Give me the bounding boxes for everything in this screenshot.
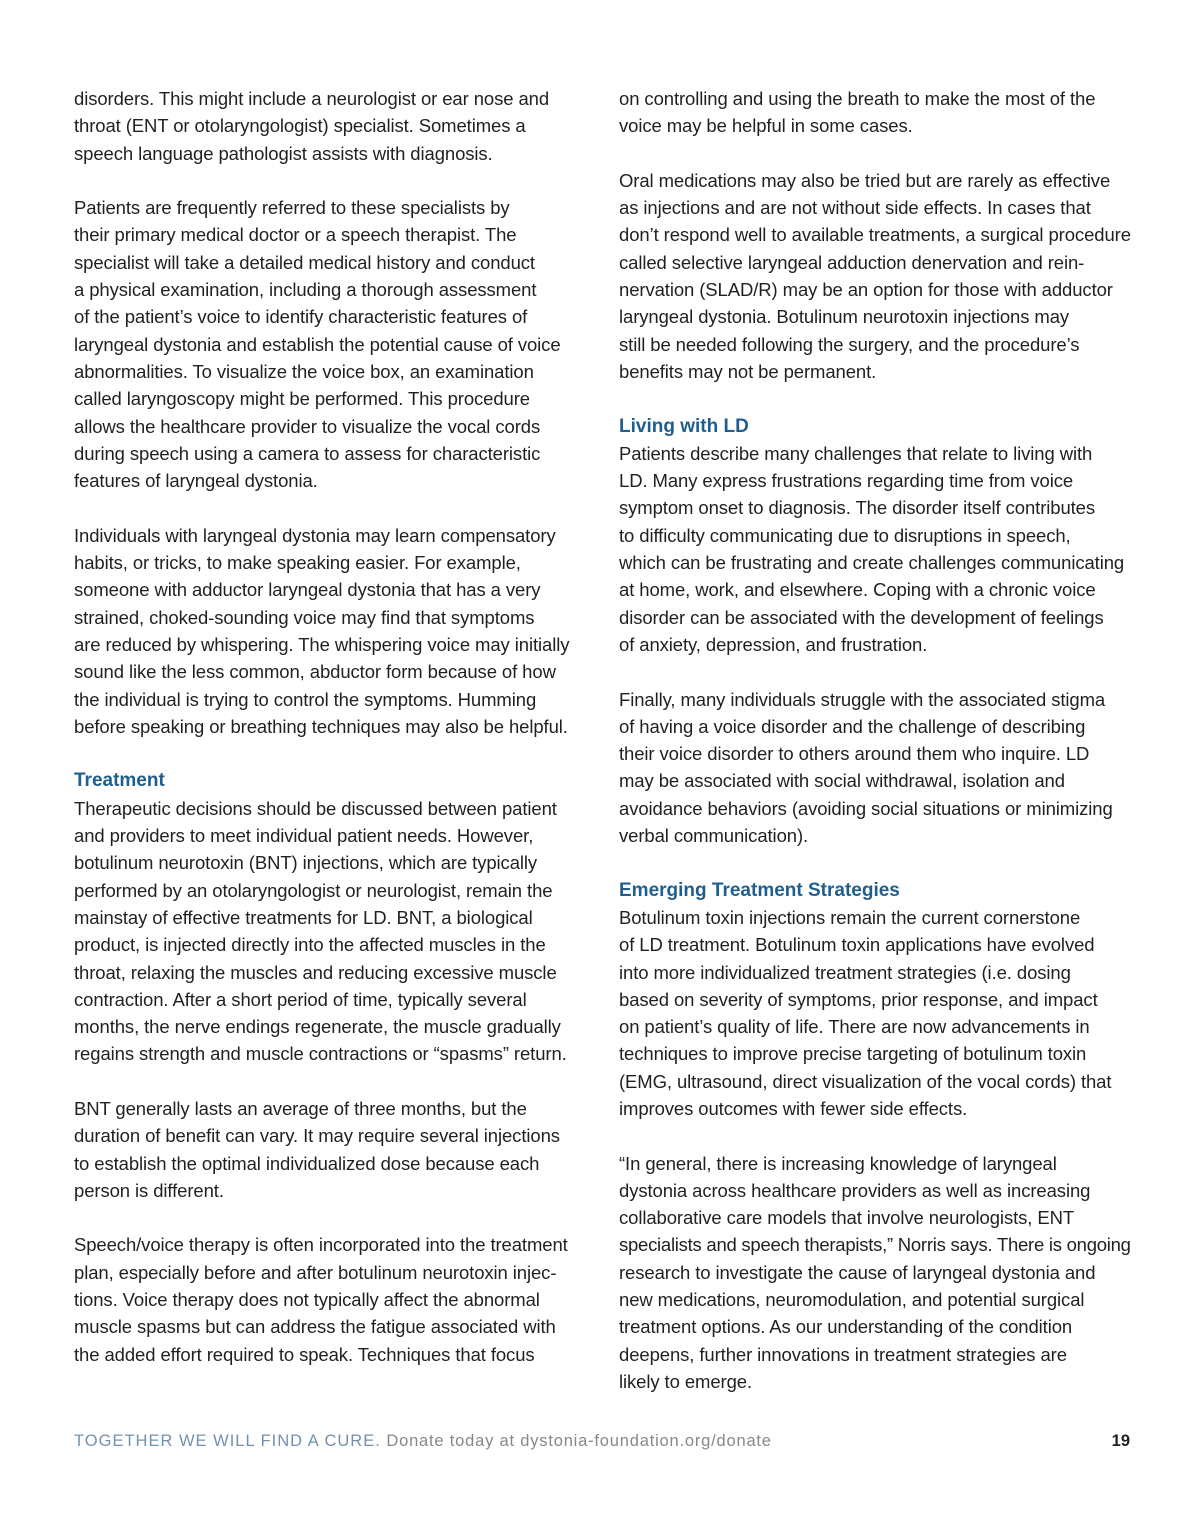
paragraph-break: [74, 1204, 586, 1231]
body-text-line: disorder can be associated with the development of feelings: [619, 606, 1104, 628]
body-text-line: their voice disorder to others around them who inquire. LD: [619, 743, 1090, 765]
body-text-line: strained, choked-sounding voice may find that symptoms: [74, 606, 535, 628]
body-text-line: botulinum neurotoxin (BNT) injections, which are typically: [74, 852, 538, 874]
body-text-line: Therapeutic decisions should be discussed between patient: [74, 797, 557, 819]
body-text-line: mainstay of effective treatments for LD. BNT, a biological: [74, 906, 533, 928]
body-text-line: dystonia across healthcare providers as well as increasing: [619, 1179, 1091, 1201]
body-text-line: a physical examination, including a thorough assessment: [74, 279, 537, 301]
body-text-line: called laryngoscopy might be performed. This procedure: [74, 388, 530, 410]
body-text-line: person is different.: [74, 1179, 224, 1201]
body-text-line: sound like the less common, abductor form because of how: [74, 661, 556, 683]
body-text-line: verbal communication).: [619, 825, 809, 847]
body-text-line: to difficulty communicating due to disruptions in speech,: [619, 524, 1071, 546]
body-text-line: likely to emerge.: [619, 1370, 752, 1392]
body-text-line: of the patient’s voice to identify characteristic features of: [74, 306, 528, 328]
body-text-line: on patient’s quality of life. There are now advancements in: [619, 1016, 1090, 1038]
body-text-line: Speech/voice therapy is often incorporated into the treatment: [74, 1234, 568, 1256]
footer-donate-text: Donate today at dystonia-foundation.org/donate: [386, 1432, 772, 1450]
body-text-line: someone with adductor laryngeal dystonia that has a very: [74, 579, 541, 601]
body-text-line: based on severity of symptoms, prior response, and impact: [619, 988, 1098, 1010]
body-text-line: the individual is trying to control the symptoms. Humming: [74, 688, 537, 710]
body-text-line: performed by an otolaryngologist or neurologist, remain the: [74, 879, 553, 901]
body-text-line: at home, work, and elsewhere. Coping with a chronic voice: [619, 579, 1096, 601]
body-text-line: duration of benefit can vary. It may require several injections: [74, 1125, 560, 1147]
body-text-line: before speaking or breathing techniques may also be helpful.: [74, 715, 568, 737]
body-text-line: throat (ENT or otolaryngologist) specialist. Sometimes a: [74, 115, 526, 137]
page-footer: [74, 1432, 1130, 1454]
body-text-line: months, the nerve endings regenerate, the muscle gradually: [74, 1016, 561, 1038]
paragraph-break: [619, 385, 1131, 412]
body-text-line: “In general, there is increasing knowledge of laryngeal: [619, 1152, 1057, 1174]
body-text-line: Individuals with laryngeal dystonia may learn compensatory: [74, 524, 556, 546]
body-text-line: contraction. After a short period of time, typically several: [74, 988, 527, 1010]
body-text-line: which can be frustrating and create challenges communicating: [619, 552, 1125, 574]
body-text-line: collaborative care models that involve neurologists, ENT: [619, 1207, 1075, 1229]
body-text-line: benefits may not be permanent.: [619, 360, 877, 382]
body-text-line: regains strength and muscle contractions or “spasms” return.: [74, 1043, 567, 1065]
body-text-line: Patients are frequently referred to these specialists by: [74, 197, 510, 219]
page-number: 19: [1111, 1432, 1130, 1450]
body-text-line: called selective laryngeal adduction denervation and rein-: [619, 251, 1085, 273]
body-text-line: techniques to improve precise targeting of botulinum toxin: [619, 1043, 1087, 1065]
body-text-line: their primary medical doctor or a speech therapist. The: [74, 224, 517, 246]
body-text-line: Finally, many individuals struggle with the associated stigma: [619, 688, 1106, 710]
body-text-line: improves outcomes with fewer side effects.: [619, 1097, 968, 1119]
body-text-line: on controlling and using the breath to make the most of the: [619, 88, 1096, 109]
body-text-line: of LD treatment. Botulinum toxin applications have evolved: [619, 934, 1095, 956]
body-text-line: allows the healthcare provider to visualize the vocal cords: [74, 415, 541, 437]
body-text-line: research to investigate the cause of laryngeal dystonia and: [619, 1261, 1096, 1283]
body-text-line: are reduced by whispering. The whispering voice may initially: [74, 633, 570, 655]
body-text-line: abnormalities. To visualize the voice box, an examination: [74, 360, 534, 382]
body-text-line: deepens, further innovations in treatment strategies are: [619, 1343, 1067, 1365]
paragraph-break: [74, 167, 586, 194]
body-text-line: tions. Voice therapy does not typically affect the abnormal: [74, 1289, 540, 1311]
body-text-line: don’t respond well to available treatments, a surgical procedure: [619, 224, 1131, 246]
paragraph-break: [619, 140, 1131, 167]
body-text-line: features of laryngeal dystonia.: [74, 470, 318, 492]
body-text-line: throat, relaxing the muscles and reducing excessive muscle: [74, 961, 557, 983]
paragraph-break: [619, 658, 1131, 685]
body-text-line: Patients describe many challenges that relate to living with: [619, 442, 1093, 464]
body-text-line: Oral medications may also be tried but are rarely as effective: [619, 169, 1111, 191]
body-text-line: habits, or tricks, to make speaking easier. For example,: [74, 552, 521, 574]
body-text-line: speech language pathologist assists with diagnosis.: [74, 142, 493, 164]
body-text-line: product, is injected directly into the affected muscles in the: [74, 934, 546, 956]
body-text-line: BNT generally lasts an average of three months, but the: [74, 1097, 527, 1119]
body-text-line: avoidance behaviors (avoiding social situations or minimizing: [619, 797, 1113, 819]
body-text-line: laryngeal dystonia. Botulinum neurotoxin injections may: [619, 306, 1070, 328]
body-text-line: of having a voice disorder and the challenge of describing: [619, 715, 1086, 737]
body-text-line: LD. Many express frustrations regarding time from voice: [619, 470, 1074, 492]
body-text-line: and providers to meet individual patient needs. However,: [74, 825, 534, 847]
body-text-line: may be associated with social withdrawal, isolation and: [619, 770, 1065, 792]
body-text-line: muscle spasms but can address the fatigue associated with: [74, 1316, 556, 1338]
body-text-line: laryngeal dystonia and establish the potential cause of voice: [74, 333, 561, 355]
footer-tagline: TOGETHER WE WILL FIND A CURE.: [74, 1432, 381, 1450]
body-text-line: symptom onset to diagnosis. The disorder itself contributes: [619, 497, 1096, 519]
body-text-line: voice may be helpful in some cases.: [619, 115, 913, 137]
body-text-line: disorders. This might include a neurologist or ear nose and: [74, 88, 550, 109]
body-text-line: the added effort required to speak. Techniques that focus: [74, 1343, 535, 1365]
body-text-line: plan, especially before and after botulinum neurotoxin injec-: [74, 1261, 557, 1283]
body-text-line: during speech using a camera to assess for characteristic: [74, 442, 541, 464]
body-text-line: specialists and speech therapists,” Norris says. There is ongoing: [619, 1234, 1131, 1256]
section-heading: Treatment: [74, 770, 165, 792]
left-column: [74, 85, 586, 1368]
paragraph-break: [74, 494, 586, 521]
body-text-line: (EMG, ultrasound, direct visualization of the vocal cords) that: [619, 1070, 1112, 1092]
body-text-line: still be needed following the surgery, and the procedure’s: [619, 333, 1080, 355]
body-text-line: as injections and are not without side effects. In cases that: [619, 197, 1091, 219]
body-text-line: Botulinum toxin injections remain the current cornerstone: [619, 906, 1081, 928]
right-column: [619, 85, 1131, 1395]
body-text-line: nervation (SLAD/R) may be an option for those with adductor: [619, 279, 1113, 301]
paragraph-break: [619, 1122, 1131, 1149]
section-heading: Living with LD: [619, 415, 749, 437]
section-heading: Emerging Treatment Strategies: [619, 879, 900, 901]
body-text-line: new medications, neuromodulation, and potential surgical: [619, 1289, 1085, 1311]
body-text-line: to establish the optimal individualized dose because each: [74, 1152, 540, 1174]
paragraph-break: [619, 849, 1131, 876]
paragraph-break: [74, 1068, 586, 1095]
paragraph-break: [74, 740, 586, 767]
body-text-line: into more individualized treatment strategies (i.e. dosing: [619, 961, 1071, 983]
body-text-line: specialist will take a detailed medical history and conduct: [74, 251, 535, 273]
body-text-line: treatment options. As our understanding of the condition: [619, 1316, 1073, 1338]
body-text-line: of anxiety, depression, and frustration.: [619, 633, 928, 655]
